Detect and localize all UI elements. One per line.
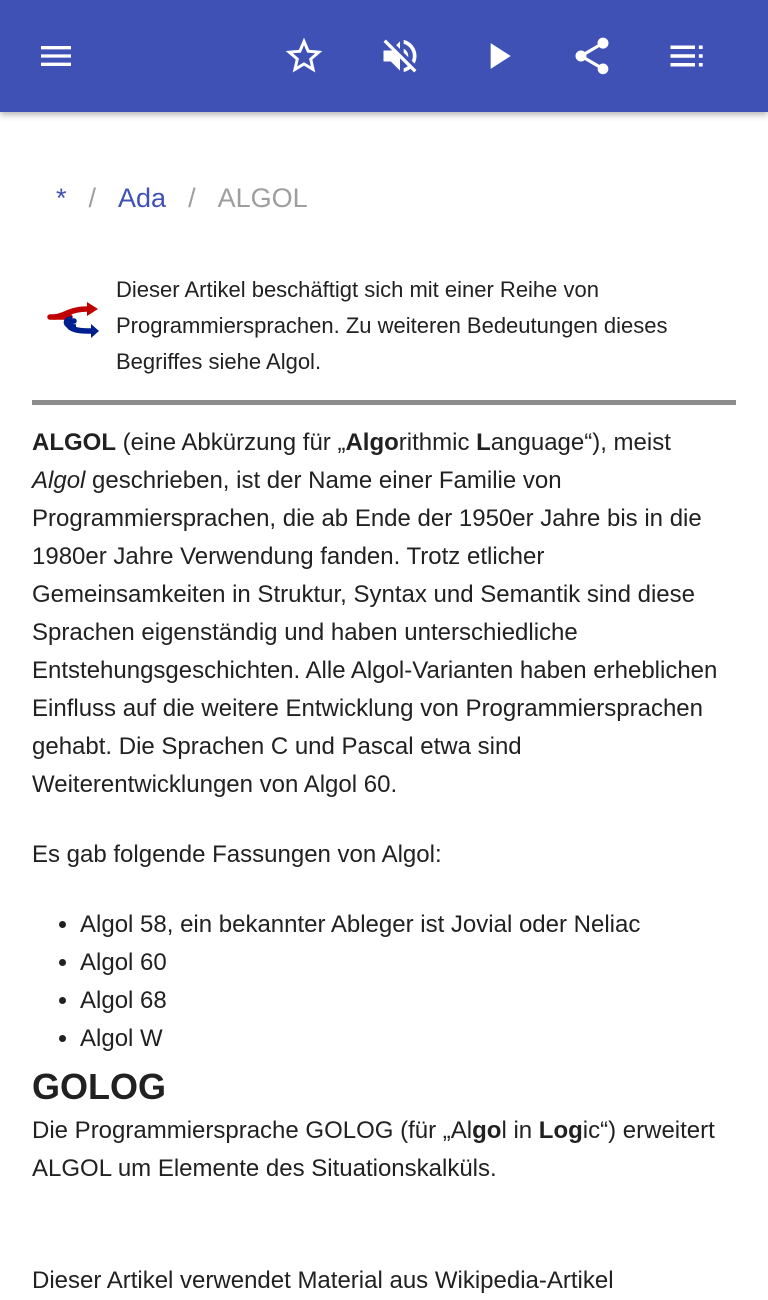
play-icon <box>476 34 520 78</box>
star-outline-icon <box>282 34 326 78</box>
breadcrumb <box>56 182 308 214</box>
share-icon <box>570 34 614 78</box>
article-body <box>32 424 722 1300</box>
list-item: • Algol 58, ein bekannter Ableger ist Jovial oder Neliac <box>80 906 722 944</box>
hamburger-menu-icon <box>36 36 76 76</box>
share-button[interactable] <box>560 24 624 88</box>
divider <box>32 400 736 405</box>
term-bold: ALGOL <box>32 429 116 456</box>
golog-text: ic“) erweitert ALGOL um Elemente des Situationskalküls. <box>32 1117 715 1182</box>
disambiguation-icon <box>46 298 100 338</box>
playlist-icon <box>667 35 709 77</box>
breadcrumb-current: ALGOL <box>217 183 308 213</box>
acronym-bold: Algo <box>345 429 399 456</box>
breadcrumb-separator: / <box>88 183 97 213</box>
versions-list <box>32 906 722 1058</box>
article-content <box>0 112 768 1294</box>
breadcrumb-parent-link[interactable]: Ada <box>118 183 167 213</box>
breadcrumb-separator: / <box>188 183 196 213</box>
versions-intro: Es gab folgende Fassungen von Algol: <box>32 841 442 868</box>
disambiguation-note <box>32 272 736 405</box>
list-item: • Algol 68 <box>80 982 722 1020</box>
play-button[interactable] <box>466 24 530 88</box>
breadcrumb-root-link[interactable]: * <box>56 183 67 213</box>
app-toolbar <box>0 0 768 112</box>
menu-button[interactable] <box>24 24 88 88</box>
golog-text: l in <box>501 1117 539 1144</box>
attribution-text: Dieser Artikel verwendet Material aus Wikipedia-Artikel <box>32 1267 614 1294</box>
golog-text: Die Programmiersprache GOLOG (für „Al <box>32 1117 473 1144</box>
intro-text: geschrieben, ist der Name einer Familie von Programmiersprachen, die ab Ende der 1950er Jahre bis in die 1980er Jahre Verwendung fanden. Trotz etlicher Gemeinsamkeiten in Struktur, Syntax und Semantik sind diese Sprachen eigenständig und haben unterschiedliche Entstehungsgeschichten. Alle Algol-Varianten haben erheblichen Einfluss auf die weitere Entwicklung von Programmiersprachen gehabt. Die Sprachen C und Pascal etwa sind Weiterentwicklungen von Algol 60. <box>32 467 718 798</box>
golog-paragraph <box>32 1112 722 1188</box>
term-italic: Algol <box>32 467 86 494</box>
contents-button[interactable] <box>656 24 720 88</box>
acronym-bold: go <box>472 1117 502 1144</box>
disambiguation-text: Dieser Artikel beschäftigt sich mit einer Reihe von Programmiersprachen. Zu weiteren Bedeutungen dieses Begriffes siehe Algol. <box>116 277 668 374</box>
section-heading-golog: GOLOG <box>32 1066 166 1107</box>
list-item: • Algol 60 <box>80 944 722 982</box>
intro-text: anguage“), meist <box>490 429 671 456</box>
intro-text: (eine Abkürzung für „ <box>116 429 346 456</box>
mute-button[interactable] <box>368 24 432 88</box>
intro-text: rithmic <box>398 429 477 456</box>
list-item: • Algol W <box>80 1020 722 1058</box>
volume-off-icon <box>378 34 422 78</box>
bookmark-button[interactable] <box>272 24 336 88</box>
acronym-bold: L <box>476 429 491 456</box>
intro-paragraph <box>32 424 722 804</box>
acronym-bold: Log <box>538 1117 583 1144</box>
